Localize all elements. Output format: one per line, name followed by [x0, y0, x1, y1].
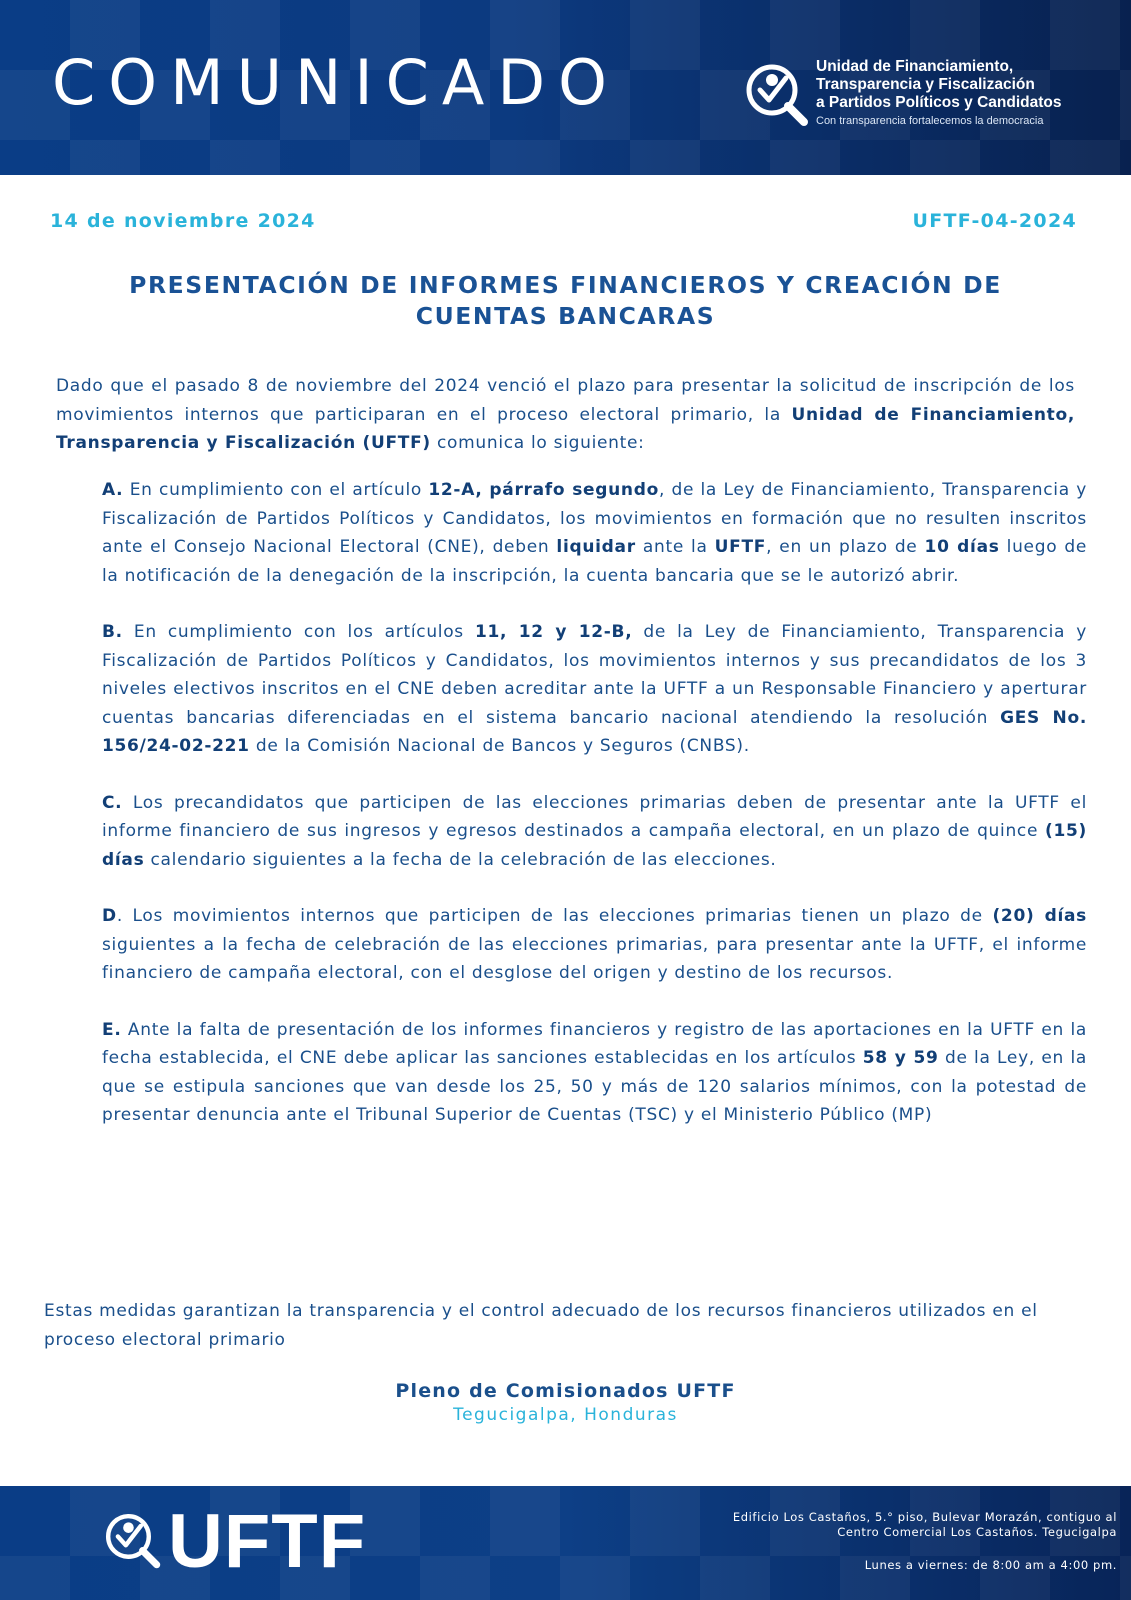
- item-text: calendario siguientes a la fecha de la celebración de las elecciones.: [144, 849, 777, 870]
- item-text: En cumplimiento con el artículo: [123, 480, 429, 500]
- org-name: [816, 58, 1061, 127]
- footer-banner: [0, 1486, 1131, 1600]
- item-bold-text: C.: [102, 792, 123, 813]
- item-bold-text: 11, 12 y 12-B,: [474, 622, 633, 642]
- item-text: de la Comisión Nacional de Bancos y Seguros (CNBS).: [249, 736, 750, 756]
- list-item: [102, 789, 1087, 875]
- page-title: COMUNICADO: [52, 46, 620, 119]
- intro-org-name: Unidad de Financiamiento, Transparencia y Fiscalización (UFTF): [56, 404, 1075, 453]
- document-code: UFTF-04-2024: [912, 210, 1077, 232]
- org-name-line-1: Unidad de Financiamiento,: [816, 58, 1014, 75]
- magnifier-check-icon: [742, 60, 810, 128]
- footer-address-line-1: Edificio Los Castaños, 5.° piso, Bulevar Morazán, contiguo al: [732, 1510, 1117, 1524]
- intro-text-after: comunica lo siguiente:: [430, 433, 645, 453]
- item-text: En cumplimiento con los artículos: [122, 622, 475, 642]
- footer-hours: Lunes a viernes: de 8:00 am a 4:00 pm.: [864, 1558, 1117, 1572]
- item-bold-text: GES No. 156/24-02-221: [102, 707, 1087, 756]
- list-item: [102, 476, 1087, 590]
- item-text: luego de la notificación de la denegación de la inscripción, la cuenta bancaria que se le autorizó abrir.: [102, 537, 1088, 586]
- footer-contact: [733, 1510, 1117, 1573]
- item-text: , en un plazo de: [766, 537, 925, 557]
- item-bold-text: UFTF: [714, 537, 767, 557]
- intro-paragraph: [56, 372, 1075, 458]
- item-text: Ante la falta de presentación de los informes financieros y registro de las aportaciones en la UFTF en la fecha establecida, el CNE debe aplicar las sanciones establecidas en los artículos: [102, 1019, 1087, 1068]
- footer-logo-text: UFTF: [168, 1499, 367, 1584]
- signature-name: Pleno de Comisionados UFTF: [395, 1380, 736, 1402]
- document-heading-line-1: PRESENTACIÓN DE INFORMES FINANCIEROS Y CREACIÓN DE: [129, 271, 1002, 299]
- document-heading-line-2: CUENTAS BANCARAS: [415, 302, 716, 330]
- numbered-items: [102, 476, 1087, 1158]
- signature-city: Tegucigalpa, Honduras: [453, 1405, 678, 1425]
- item-bold-text: B.: [102, 622, 123, 642]
- magnifier-check-icon: [102, 1510, 162, 1570]
- item-text: , de la Ley de Financiamiento, Transparencia y Fiscalización de Partidos Políticos y Candidatos, los movimientos en formación que no resulten inscritos ante el Consejo Nacional Electoral (CNE), deben: [102, 480, 1087, 557]
- item-text: . Los movimientos internos que participen de las elecciones primarias tienen un plazo de: [116, 906, 993, 926]
- document-heading: [80, 270, 1051, 332]
- signature-block: [0, 1380, 1131, 1425]
- closing-paragraph: Estas medidas garantizan la transparencia y el control adecuado de los recursos financieros utilizados en el proceso electoral primario: [44, 1301, 1038, 1350]
- item-text: ante la: [635, 537, 715, 557]
- item-bold-text: liquidar: [556, 537, 636, 557]
- item-text: de la Ley de Financiamiento, Transparencia y Fiscalización de Partidos Políticos y Candidatos, los movimientos internos y sus precandidatos de los 3 niveles electivos inscritos en el CNE deben acreditar ante la UFTF a un Responsable Financiero y aperturar cuentas bancarias diferenciadas en el sistema bancario nacional atendiendo la resolución: [102, 622, 1087, 728]
- org-tagline: Con transparencia fortalecemos la democracia: [816, 115, 1044, 127]
- item-bold-text: (20) días: [992, 906, 1087, 926]
- header-banner: [0, 0, 1131, 175]
- item-text: de la Ley, en la que se estipula sanciones que van desde los 25, 50 y más de 120 salarios mínimos, con la potestad de presentar denuncia ante el Tribunal Superior de Cuentas (TSC) y el Ministerio Público (MP): [102, 1048, 1087, 1125]
- intro-text-before: Dado que el pasado 8 de noviembre del 2024 venció el plazo para presentar la solicitud de inscripción de los movimientos internos que participaran en el proceso electoral primario, la: [56, 376, 1075, 425]
- item-bold-text: A.: [102, 480, 124, 500]
- item-bold-text: E.: [102, 1019, 122, 1040]
- footer-logo: [102, 1499, 432, 1584]
- item-bold-text: 58 y 59: [862, 1048, 939, 1068]
- document-date: 14 de noviembre 2024: [50, 210, 316, 232]
- org-name-line-3: a Partidos Políticos y Candidatos: [816, 94, 1062, 111]
- item-bold-text: (15) días: [102, 821, 1087, 870]
- org-name-line-2: Transparencia y Fiscalización: [816, 76, 1035, 93]
- list-item: [102, 618, 1087, 761]
- item-bold-text: 12-A, párrafo segundo: [428, 480, 659, 500]
- list-item: [102, 902, 1087, 988]
- item-bold-text: 10 días: [924, 537, 1000, 557]
- list-item: [102, 1016, 1087, 1130]
- org-logo: [742, 58, 1122, 132]
- item-bold-text: D: [102, 906, 117, 926]
- item-text: Los precandidatos que participen de las elecciones primarias deben de presentar ante la UFTF el informe financiero de sus ingresos y egresos destinados a campaña electoral, en un plazo de quince: [102, 792, 1087, 841]
- footer-address-line-2: Centro Comercial Los Castaños. Tegucigalpa: [837, 1525, 1117, 1539]
- item-text: siguientes a la fecha de celebración de las elecciones primarias, para presentar ante la UFTF, el informe financiero de campaña electoral, con el desglose del origen y destino de los recursos.: [102, 934, 1087, 983]
